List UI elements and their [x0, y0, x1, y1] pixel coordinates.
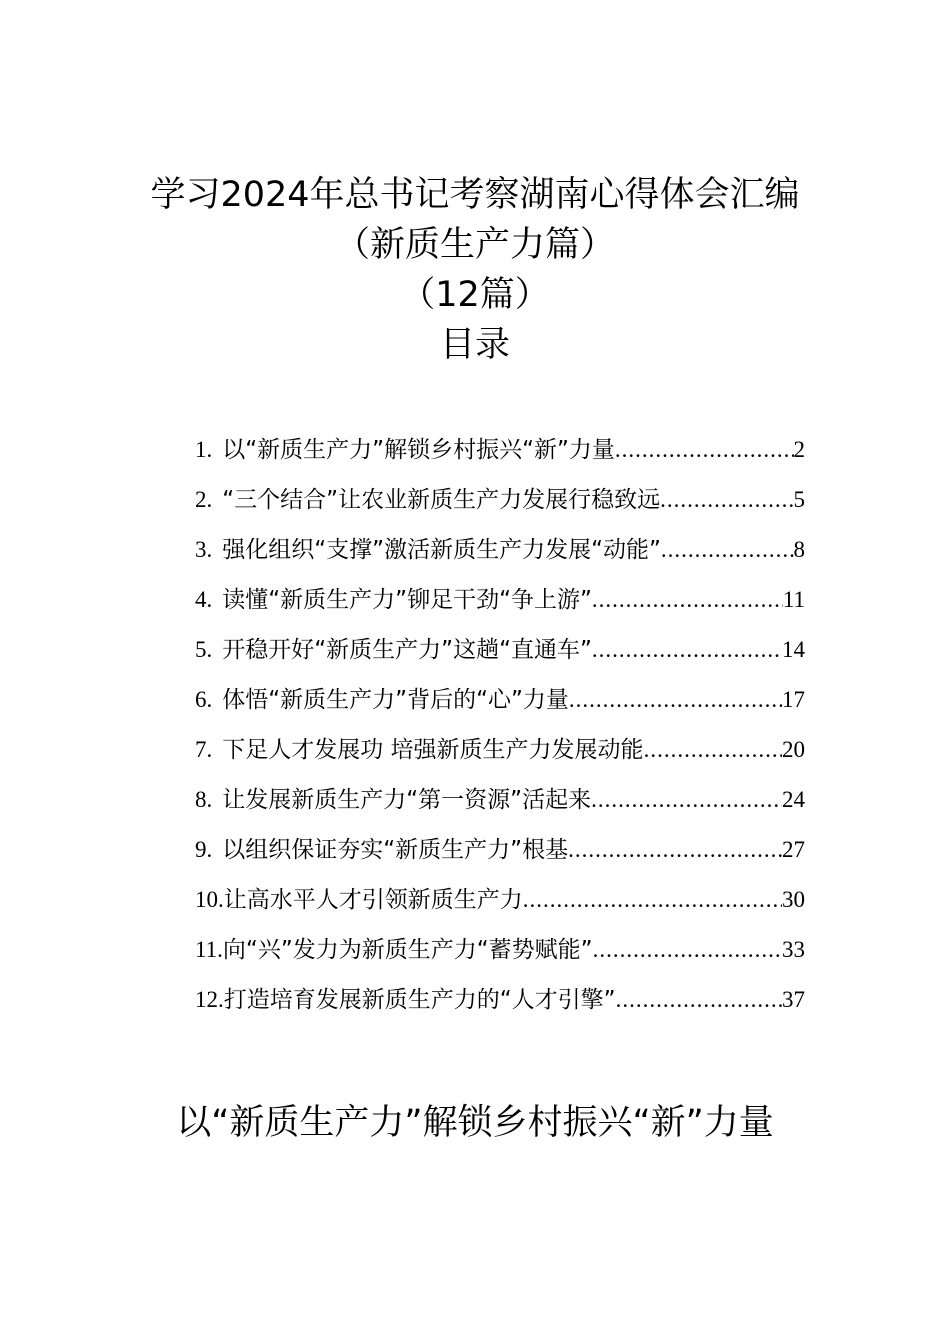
- toc-item-number: 9.: [195, 837, 213, 862]
- document-header: [0, 170, 950, 370]
- toc-dot-leader: [644, 725, 782, 775]
- toc-item-page: 37: [782, 987, 805, 1012]
- toc-item-number: 12.: [195, 987, 224, 1012]
- toc-item-title: 以“新质生产力”解锁乡村振兴“新”力量: [222, 437, 615, 463]
- toc-item-title: 向“兴”发力为新质生产力“蓄势赋能”: [222, 937, 593, 963]
- toc-item-title: 强化组织“支撑”激活新质生产力发展“动能”: [222, 537, 661, 563]
- toc-dot-leader: [615, 425, 794, 475]
- toc-dot-leader: [568, 825, 782, 875]
- toc-item-page: 5: [793, 487, 805, 512]
- toc-item-title: “三个结合”让农业新质生产力发展行稳致远: [222, 487, 661, 513]
- toc-item-title: 开稳开好“新质生产力”这趟“直通车”: [222, 637, 592, 663]
- toc-heading: 目录: [439, 325, 510, 365]
- toc-item-page: 2: [793, 437, 805, 462]
- toc-dot-leader: [661, 525, 794, 575]
- toc-item-number: 2.: [195, 487, 213, 512]
- toc-item[interactable]: [195, 825, 805, 875]
- article-title: 以“新质生产力”解锁乡村振兴“新”力量: [176, 1103, 774, 1143]
- toc-dot-leader: [593, 925, 782, 975]
- toc-item-title: 体悟“新质生产力”背后的“心”力量: [222, 687, 569, 713]
- toc-dot-leader: [660, 475, 793, 525]
- toc-item-title: 以组织保证夯实“新质生产力”根基: [222, 837, 569, 863]
- toc-item-number: 10.: [195, 887, 224, 912]
- toc-item-page: 8: [793, 537, 805, 562]
- toc-item[interactable]: [195, 725, 805, 775]
- toc-item-page: 30: [782, 887, 805, 912]
- document-title: 学习2024年总书记考察湖南心得体会汇编: [150, 175, 800, 215]
- toc-dot-leader: [592, 575, 783, 625]
- toc-item-page: 20: [782, 737, 805, 762]
- toc-item-title: 读懂“新质生产力”铆足干劲“争上游”: [222, 587, 592, 613]
- toc-dot-leader: [592, 625, 782, 675]
- toc-item[interactable]: [195, 875, 805, 925]
- toc-dot-leader: [616, 975, 782, 1025]
- toc-item[interactable]: [195, 925, 805, 975]
- toc-item-number: 3.: [195, 537, 213, 562]
- toc-item[interactable]: [195, 625, 805, 675]
- toc-item[interactable]: [195, 475, 805, 525]
- toc-item-page: 14: [782, 637, 805, 662]
- toc-item-page: 33: [782, 937, 805, 962]
- toc-item-title: 让高水平人才引领新质生产力: [223, 887, 523, 913]
- document-count: （12篇）: [400, 275, 550, 315]
- toc-item-page: 11: [782, 587, 805, 612]
- toc-item-number: 11.: [195, 937, 223, 962]
- table-of-contents: [195, 425, 805, 1025]
- toc-item-title: 让发展新质生产力“第一资源”活起来: [222, 787, 592, 813]
- toc-item[interactable]: [195, 575, 805, 625]
- toc-item[interactable]: [195, 975, 805, 1025]
- toc-item-title: 下足人才发展功 培强新质生产力发展动能: [222, 737, 644, 763]
- toc-item-page: 24: [782, 787, 805, 812]
- toc-item-page: 17: [782, 687, 805, 712]
- toc-item[interactable]: [195, 525, 805, 575]
- toc-item[interactable]: [195, 775, 805, 825]
- toc-item-number: 6.: [195, 687, 213, 712]
- toc-item-title: 打造培育发展新质生产力的“人才引擎”: [223, 987, 616, 1013]
- toc-item-number: 4.: [195, 587, 213, 612]
- document-subtitle: （新质生产力篇）: [334, 225, 615, 265]
- toc-dot-leader: [591, 775, 782, 825]
- toc-dot-leader: [523, 875, 782, 925]
- toc-item[interactable]: [195, 675, 805, 725]
- toc-item-number: 5.: [195, 637, 213, 662]
- toc-item-number: 1.: [195, 437, 213, 462]
- toc-dot-leader: [569, 675, 782, 725]
- toc-item-number: 8.: [195, 787, 213, 812]
- toc-item-page: 27: [782, 837, 805, 862]
- toc-item[interactable]: [195, 425, 805, 475]
- toc-item-number: 7.: [195, 737, 213, 762]
